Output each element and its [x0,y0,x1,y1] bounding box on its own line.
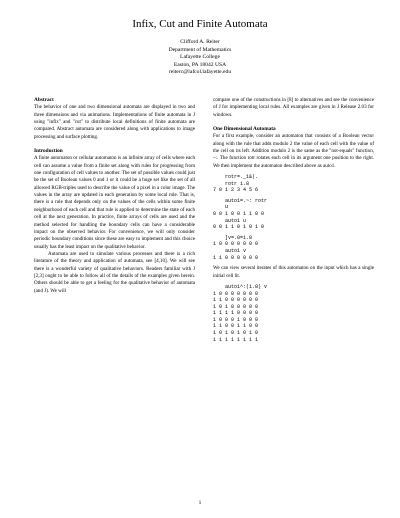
code-output-auto1-v: 1 1 0 0 0 0 0 0 [213,254,259,261]
one-dim-paragraph-1: For a first example, consider an automaton that consists of a Boolean vector along with the rule that adds modulo 2 the value of each cell with the value of the cell on its left. Addition modulo 2 is the same as the "not-equals" function, ~:. The function rotr rotates each cell in its argument one position to the right. We then implement the automaton described above as auto1. [213,133,374,169]
code-output-iterates: 1 0 0 0 0 0 0 0 1 1 0 0 0 0 0 0 1 0 1 0 0 0 0 0 1 1 1 1 0 0 0 0 1 0 0 0 1 0 0 0 1 1 0 0 1 1 0 0 1 0 1 0 1 0 1 0 1 1 1 1 1 1 1 1 [213,290,259,343]
code-input-auto1-v: auto1 v [225,248,247,255]
author-institution: Lafayette College [180,54,220,61]
one-dim-heading: One Dimensional Automata [213,126,276,133]
code-input-v: ]v=.0=i.8 [225,234,253,241]
abstract-text: The behavior of one and two dimensional automata are displayed in two and three dimensions and via animations. Implementations of finite automata in J using "infix" and "cut" to distribute local definitions of finite automata are compared. Abstract automata are considered along with applications to image processing and surface plotting. [34,104,195,140]
code-input-auto1-u: auto1 u [225,217,247,224]
author-address: Easton, PA 18042 USA [173,61,227,68]
introduction-paragraph-1: A finite automaton or cellular automaton is an infinite array of cells where each cell can assume a value from a finite set along with rules for progressing from one configuration of cell values to another. The set of possible values could just be the set of Boolean values 0 and 1 or it could be a huge set like the set of all allowed RGB-triples used to describe the value of a pixel in a color image. The values in the array are updated in each generation by some local rule. That is, there is a rule that depends only on the values of the cells within some finite neighborhood of each cell and that rule is applied to determine the state of each cell at the next generation. In practice, finite arrays of cells are used and the method selected for handling the boundary cells can have a considerable impact on the observed behavior. For convenience, we will only consider periodic boundary conditions since these are easy to implement and this choice usually has the least impact on the qualitative behavior. [34,155,195,250]
code-input-iterates: auto1^:(i.8) v [225,283,268,290]
continued-paragraph: compare one of the constructions in [8] to alternatives and see the convenience of J for implementing local rules. All examples are given in J Release 2.03 for windows. [213,97,374,118]
introduction-paragraph-2: Automata are used to simulate various processes and there is a rich literature of the theory and application of automata, see [4,10]. We will see there is a wonderful variety of qualitative behaviors. Readers familiar with J [2,3] ought to be able to follow all of the details of the examples given herein. Others should be able to get a feeling for the qualitative behavior of automata (and J). We will [34,250,195,294]
code-output-auto1-u: 0 0 1 1 0 1 0 1 0 [213,224,265,231]
one-dim-paragraph-2: We can view several iterates of this automaton on the input which has a single initial cell lit. [213,265,374,279]
author-department: Department of Mathematics [168,46,232,53]
code-output-rotr: 7 0 1 2 3 4 5 6 [213,187,259,194]
code-output-v: 1 0 0 0 0 0 0 0 [213,241,259,248]
left-column [34,97,195,295]
page-number: 1 [198,500,202,506]
code-output-u: 0 0 1 0 0 1 1 0 0 [213,211,265,218]
code-input-rotr: rotr=._1&|. rotr i.8 [225,174,259,187]
abstract-heading: Abstract [34,97,54,103]
paper-title: Infix, Cut and Finite Automata [132,18,268,30]
right-column [213,97,374,343]
introduction-heading: Introduction [34,148,63,155]
author-name: Clifford A. Reiter [180,39,220,45]
author-email: reiterc@lafcol.lafayette.edu [168,69,232,76]
author-block [0,39,400,77]
code-input-auto1: auto1=.~: rotr u [225,197,268,211]
